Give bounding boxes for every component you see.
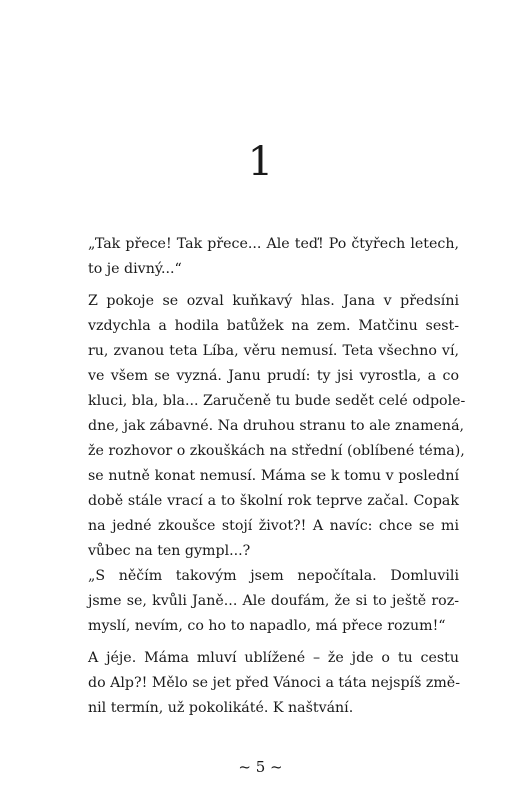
text-line: vůbec na ten gympl...? bbox=[88, 543, 251, 559]
text-line: „S něčím takovým jsem nepočítala. Domluvili bbox=[88, 568, 459, 584]
text-line: „Tak přece! Tak přece... Ale teď! Po čtyřech letech, bbox=[88, 236, 459, 252]
text-line: dne, jak zábavné. Na druhou stranu to ale znamená, bbox=[88, 418, 465, 434]
paragraph bbox=[88, 289, 466, 564]
text-line: do Alp?! Mělo se jet před Vánoci a táta nejspíš změ- bbox=[88, 675, 460, 691]
text-line: ru, zvanou teta Líba, věru nemusí. Teta všechno ví, bbox=[88, 343, 459, 359]
page-number: ~ 5 ~ bbox=[238, 758, 283, 776]
text-line: ve všem se vyzná. Janu prudí: ty jsi vyrostla, a co bbox=[88, 368, 459, 384]
paragraph bbox=[88, 232, 459, 282]
paragraph bbox=[88, 564, 459, 639]
text-line: nil termín, už pokolikáté. K naštvání. bbox=[88, 700, 354, 716]
text-line: Z pokoje se ozval kuňkavý hlas. Jana v předsíni bbox=[88, 293, 459, 309]
text-line: době stále vrací a to školní rok teprve začal. Copak bbox=[88, 493, 459, 509]
chapter-body-text bbox=[88, 232, 466, 721]
text-line: kluci, bla, bla... Zaručeně tu bude sedět celé odpole- bbox=[88, 393, 466, 409]
text-line: že rozhovor o zkouškách na střední (oblíbené téma), bbox=[88, 443, 465, 459]
text-line: na jedné zkoušce stojí život?! A navíc: chce se mi bbox=[88, 518, 459, 534]
text-line: to je divný...“ bbox=[88, 261, 182, 277]
text-line: jsme se, kvůli Janě... Ale doufám, že si to ještě roz- bbox=[88, 593, 459, 609]
text-line: se nutně konat nemusí. Máma se k tomu v poslední bbox=[88, 468, 459, 484]
text-line: A jéje. Máma mluví ublížené – že jde o tu cestu bbox=[88, 650, 459, 666]
text-line: myslí, nevím, co ho to napadlo, má přece rozum!“ bbox=[88, 618, 446, 634]
chapter-number: 1 bbox=[247, 139, 274, 185]
text-line: vzdychla a hodila batůžek na zem. Matčinu sest- bbox=[88, 318, 459, 334]
paragraph bbox=[88, 646, 459, 721]
